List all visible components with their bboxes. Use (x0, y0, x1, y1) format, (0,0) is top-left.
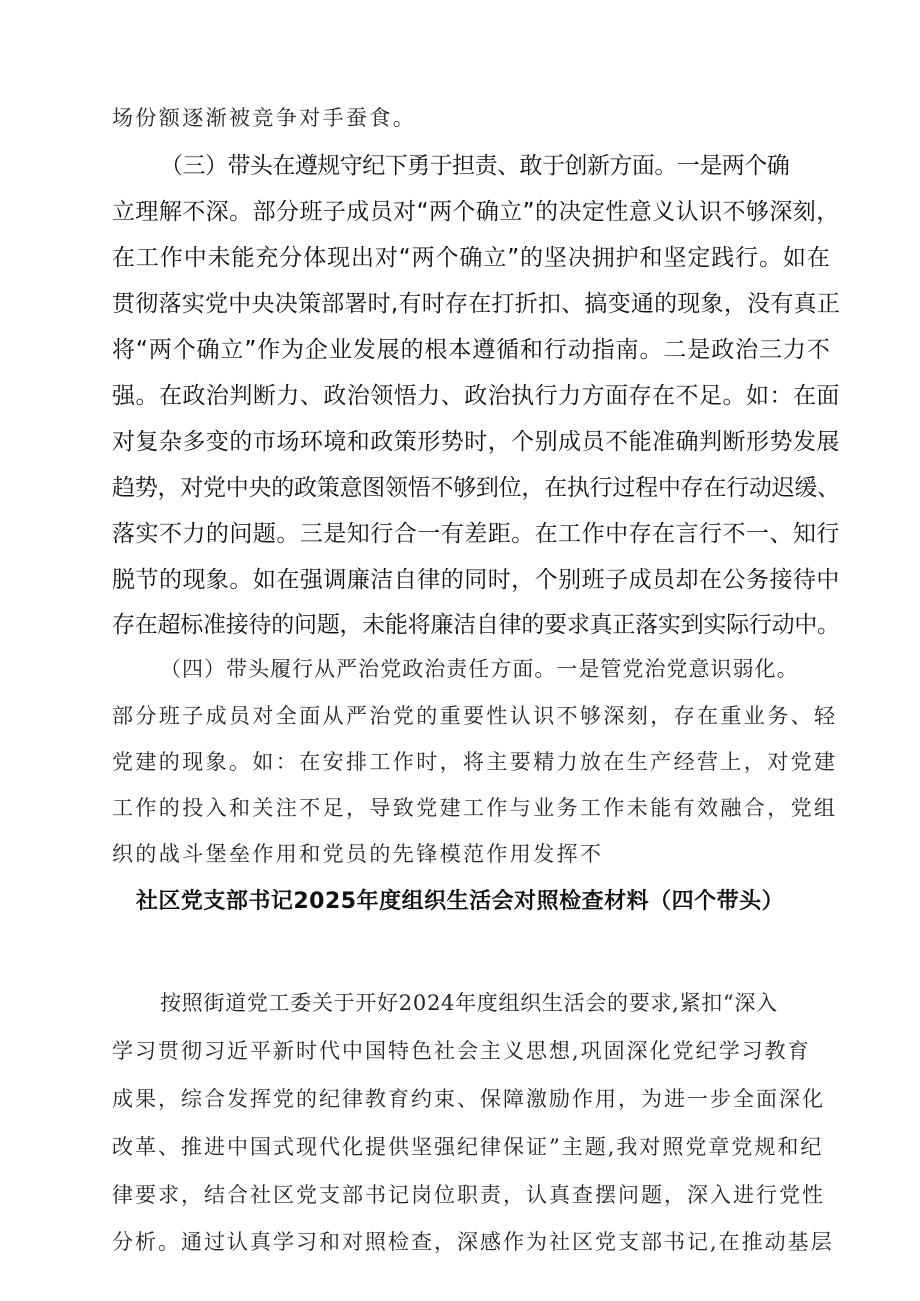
paragraph-line: （四）带头履行从严治党政治责任方面。一是管党治党意识弱化。 (160, 657, 799, 681)
paragraph-line: 学习贯彻习近平新时代中国特色社会主义思想,巩固深化党纪学习教育 (112, 1039, 811, 1063)
paragraph-line: 工作的投入和关注不足，导致党建工作与业务工作未能有效融合，党组 (112, 796, 838, 820)
paragraph-line: 党建的现象。如：在安排工作时，将主要精力放在生产经营上，对党建 (112, 750, 838, 774)
paragraph-line: 将“两个确立”作为企业发展的根本遵循和行动指南。二是政治三力不 (112, 337, 831, 363)
paragraph-line: 成果，综合发挥党的纪律教育约束、保障激励作用，为进一步全面深化 (112, 1087, 825, 1111)
paragraph-continuation-line: 场份额逐渐被竞争对手蚕食。 (112, 106, 417, 130)
paragraph-line: 部分班子成员对全面从严治党的重要性认识不够深刻，存在重业务、轻 (112, 704, 838, 728)
paragraph-line: 对复杂多变的市场环境和政策形势时，个别成员不能准确判断形势发展 (112, 429, 840, 455)
paragraph-line: 落实不力的问题。三是知行合一有差距。在工作中存在言行不一、知行 (112, 521, 840, 547)
paragraph-line: 律要求，结合社区党支部书记岗位职责，认真查摆问题，深入进行党性 (112, 1183, 825, 1207)
paragraph-line: 趋势，对党中央的政策意图领悟不够到位，在执行过程中存在行动迟缓、 (112, 475, 840, 501)
paragraph-line: 贯彻落实党中央决策部署时,有时存在打折扣、搞变通的现象，没有真正 (112, 291, 841, 317)
paragraph-line: 存在超标准接待的问题，未能将廉洁自律的要求真正落实到实际行动中。 (112, 612, 840, 638)
paragraph-line: 在工作中未能充分体现出对“两个确立”的坚决拥护和坚定践行。如在 (112, 245, 831, 271)
paragraph-line: 分析。通过认真学习和对照检查，深感作为社区党支部书记,在推动基层 (112, 1230, 834, 1254)
paragraph-line: 立理解不深。部分班子成员对“两个确立”的决定性意义认识不够深刻， (112, 199, 840, 225)
paragraph-line: 强。在政治判断力、政治领悟力、政治执行力方面存在不足。如：在面 (112, 383, 840, 409)
document-title: 社区党支部书记2025年度组织生活会对照检查材料（四个带头） (135, 889, 785, 914)
paragraph-line: 脱节的现象。如在强调廉洁自律的同时，个别班子成员却在公务接待中 (112, 567, 840, 593)
paragraph-line: （三）带头在遵规守纪下勇于担责、敢于创新方面。一是两个确 (160, 153, 790, 179)
paragraph-line: 改革、推进中国式现代化提供坚强纪律保证”主题,我对照党章党规和纪 (112, 1135, 824, 1159)
paragraph-line: 按照街道党工委关于开好2024年度组织生活会的要求,紧扣“深入 (160, 991, 778, 1015)
paragraph-line: 织的战斗堡垒作用和党员的先锋模范作用发挥不 (112, 842, 604, 866)
